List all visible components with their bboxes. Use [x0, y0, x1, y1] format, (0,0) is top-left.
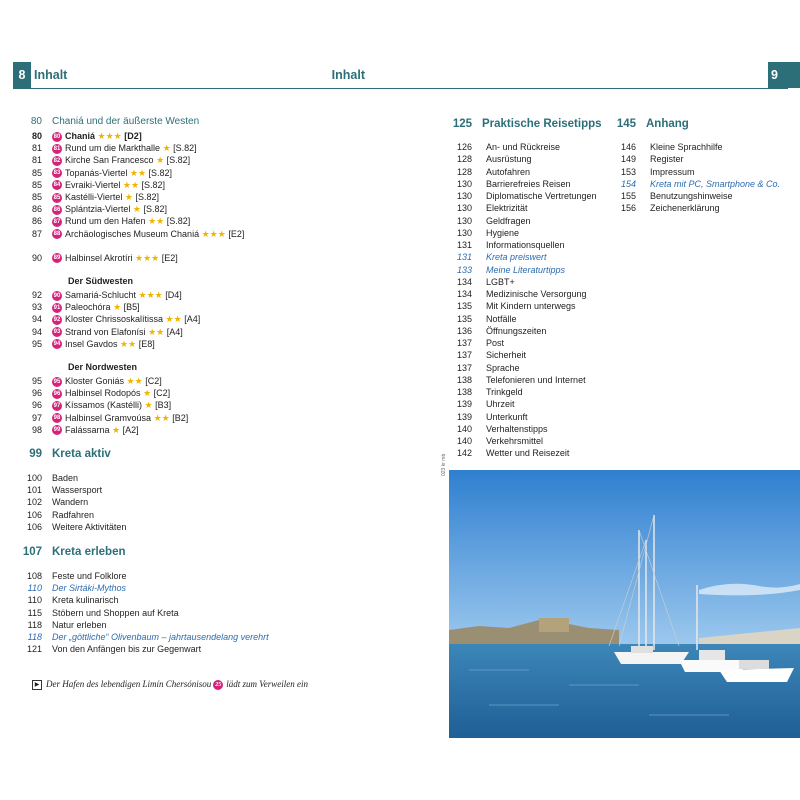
toc-page-number: 130 — [456, 191, 472, 201]
toc-entry-text — [486, 227, 519, 239]
toc-entry-title: Zeichenerklärung — [650, 203, 720, 214]
toc-entry-title: Weitere Aktivitäten — [52, 521, 127, 532]
toc-entry-title: Diplomatische Vertretungen — [486, 191, 597, 201]
toc-entry-text — [52, 142, 197, 154]
toc-entry-text — [52, 631, 269, 643]
left-header-rule — [13, 88, 400, 89]
toc-page-number: 81 — [31, 143, 42, 154]
toc-entry-text — [52, 289, 182, 301]
sight-number-badge: 84 — [53, 182, 61, 189]
toc-entry-title: Paleochóra — [65, 302, 111, 313]
toc-page-number: 134 — [456, 276, 472, 287]
toc-entry-title: Samariá-Schlucht — [65, 290, 137, 300]
toc-page-number: 101 — [26, 485, 42, 496]
toc-entry-text — [52, 399, 171, 411]
toc-entry-text — [52, 313, 200, 325]
toc-entry-title: Autofahren — [486, 166, 531, 177]
toc-entry-text — [486, 325, 546, 337]
toc-page-number: 135 — [456, 301, 472, 312]
sight-number-badge: 88 — [53, 231, 61, 238]
toc-page-number: 133 — [456, 264, 472, 275]
toc-entry-title: Kleine Sprachhilfe — [650, 142, 723, 152]
toc-entry-text — [486, 386, 523, 398]
toc-page-number: 86 — [31, 204, 42, 215]
sight-number-badge: 85 — [53, 194, 61, 201]
toc-entry-text — [486, 166, 530, 178]
toc-entry-title: Kreta preiswert — [486, 252, 547, 263]
sight-number-badge: 98 — [53, 415, 61, 422]
toc-entry-title: Topanás-Viertel — [65, 167, 128, 178]
toc-entry-text — [52, 179, 165, 191]
toc-entry-text — [486, 202, 528, 214]
toc-page-number: 154 — [620, 178, 636, 189]
toc-entry-text — [52, 424, 139, 436]
toc-entry-text — [650, 153, 684, 165]
sight-number-badge: 99 — [53, 427, 61, 434]
toc-page-number: 136 — [456, 325, 472, 336]
toc-page-number: 138 — [456, 374, 472, 385]
toc-page-number: 128 — [456, 166, 472, 177]
toc-entry-title: Informationsquellen — [486, 240, 565, 250]
toc-entry-text — [486, 374, 586, 386]
toc-entry-text — [650, 141, 723, 153]
toc-entry-title: Benutzungshinweise — [650, 191, 733, 201]
toc-entry-text — [486, 423, 548, 435]
toc-page-number: 155 — [620, 191, 636, 201]
toc-page-number: 106 — [26, 509, 42, 520]
toc-entry-text — [486, 153, 532, 165]
toc-page-number: 137 — [456, 338, 472, 348]
toc-entry-text — [52, 521, 126, 533]
toc-page-number: 130 — [456, 203, 472, 214]
toc-page-number: 134 — [456, 289, 472, 299]
toc-page-number: 115 — [27, 607, 42, 618]
toc-entry-title: Baden — [52, 473, 79, 483]
toc-page-number: 121 — [26, 644, 42, 655]
sight-number-badge: 90 — [53, 292, 61, 299]
sight-number-badge: 83 — [53, 170, 61, 177]
toc-entry-title: Chaniá — [65, 131, 96, 141]
toc-entry-text — [52, 338, 155, 350]
toc-entry-title: Post — [486, 338, 505, 348]
caption-text-1: Der Hafen des lebendigen Limín Chersónisou — [46, 679, 212, 689]
toc-entry-text — [486, 411, 528, 423]
toc-page-number: 94 — [31, 326, 42, 337]
toc-entry-title: Kreta kulinarisch — [52, 595, 119, 606]
toc-entry-text — [52, 203, 167, 215]
toc-page-number: 110 — [27, 583, 42, 594]
toc-entry-title: LGBT+ — [486, 276, 515, 287]
toc-entry-text — [52, 607, 179, 619]
toc-entry-text — [486, 276, 515, 288]
harbor-photo — [449, 470, 800, 738]
sight-number-badge: 95 — [53, 378, 61, 385]
toc-entry-title: Rund um den Hafen — [65, 216, 146, 227]
toc-entry-title: Von den Anfängen bis zur Gegenwart — [52, 644, 202, 655]
toc-entry-text — [650, 178, 780, 190]
rating-stars: ★★ — [122, 179, 140, 190]
section-aktiv-title: Kreta aktiv — [52, 448, 111, 460]
toc-entry-text — [52, 228, 244, 240]
toc-page-number: 140 — [456, 423, 472, 434]
toc-entry-text — [486, 447, 569, 459]
toc-entry-title: Uhrzeit — [486, 399, 515, 410]
sight-number-badge: 87 — [53, 219, 61, 226]
toc-entry-text — [52, 326, 183, 338]
toc-entry-text — [52, 496, 88, 508]
toc-entry-text — [486, 300, 576, 312]
toc-entry-text — [486, 190, 597, 202]
toc-entry-text — [52, 594, 119, 606]
rating-stars: ★★ — [126, 376, 143, 386]
caption-badge: 25 — [215, 681, 222, 688]
map-reference: [E2] — [161, 252, 178, 263]
toc-entry-text — [486, 251, 547, 263]
toc-entry-title: Evraiki-Viertel — [65, 179, 121, 190]
toc-entry-text — [650, 190, 733, 202]
subsection-southwest: Der Südwesten — [68, 276, 134, 286]
rating-stars: ★★ — [148, 216, 165, 227]
toc-entry-title: Medizinische Versorgung — [486, 289, 587, 299]
toc-page-number: 130 — [456, 215, 472, 226]
sight-number-badge: 82 — [53, 158, 61, 165]
toc-entry-title: Natur erleben — [52, 619, 107, 630]
toc-page-number: 81 — [31, 155, 42, 166]
caption-arrow-icon: ▶ — [32, 680, 42, 690]
toc-page-number: 110 — [27, 595, 42, 606]
toc-page-number: 138 — [456, 387, 472, 397]
toc-page-number: 85 — [31, 167, 42, 178]
toc-entry-text — [486, 141, 560, 153]
toc-entry-title: Archäologisches Museum Chaniá — [65, 228, 200, 239]
toc-page-number: 130 — [456, 227, 472, 238]
toc-page-number: 142 — [456, 448, 472, 459]
sight-number-badge: 89 — [53, 255, 61, 262]
toc-entry-title: Verkehrsmittel — [486, 436, 544, 446]
toc-entry-title: Geldfragen — [486, 215, 531, 226]
toc-entry-title: Sprache — [486, 362, 520, 373]
rating-stars: ★ — [143, 388, 152, 399]
section-aktiv-page: 99 — [29, 448, 42, 460]
map-reference: [D4] — [165, 290, 182, 300]
toc-page-number: 131 — [456, 240, 472, 250]
toc-page-number: 86 — [31, 216, 42, 227]
toc-entry-title: Meine Literaturtipps — [486, 264, 566, 275]
toc-entry-title: Kreta mit PC, Smartphone & Co. — [650, 178, 781, 189]
toc-entry-title: Falássarna — [65, 424, 110, 435]
toc-entry-title: Öffnungszeiten — [486, 325, 547, 336]
rating-stars: ★★ — [148, 326, 165, 337]
photo-caption — [32, 679, 308, 690]
toc-page-number: 100 — [26, 473, 42, 483]
toc-entry-title: Wassersport — [52, 485, 103, 496]
toc-entry-title: Barrierefreies Reisen — [486, 178, 571, 189]
toc-page-number: 94 — [31, 314, 42, 325]
toc-entry-text — [52, 570, 127, 582]
toc-page-number: 95 — [31, 376, 42, 386]
sight-number-badge: 80 — [53, 133, 61, 140]
section-reisetipps-title: Praktische Reisetipps — [482, 118, 602, 130]
toc-entry-text — [52, 252, 178, 264]
toc-entry-text — [52, 301, 140, 313]
subsection-northwest: Der Nordwesten — [68, 362, 138, 372]
toc-page-number: 137 — [456, 350, 472, 361]
sight-number-badge: 91 — [53, 304, 61, 311]
toc-page-number: 102 — [26, 497, 42, 508]
rating-stars: ★★ — [153, 412, 170, 423]
toc-entry-text — [486, 288, 587, 300]
sight-number-badge: 93 — [53, 329, 61, 336]
toc-page-number: 118 — [27, 632, 42, 642]
toc-page-number: 95 — [31, 338, 42, 349]
section-erleben-page: 107 — [22, 546, 42, 558]
toc-entry-title: Der „göttliche“ Olivenbaum – jahrtausendelang verehrt — [52, 632, 269, 642]
toc-page-number: 85 — [31, 192, 42, 202]
toc-entry-text — [52, 154, 190, 166]
toc-page-number: 93 — [31, 302, 42, 313]
left-page-number: 8 — [13, 62, 31, 88]
toc-page-number: 80 — [31, 131, 42, 141]
toc-entry-title: Hygiene — [486, 227, 520, 238]
toc-page-number: 153 — [620, 166, 636, 177]
map-reference: [A4] — [166, 326, 183, 337]
toc-entry-title: Wandern — [52, 497, 89, 508]
toc-page-number: 90 — [31, 252, 42, 263]
toc-page-number: 98 — [31, 424, 42, 435]
sight-number-badge: 97 — [53, 403, 61, 410]
toc-entry-title: Trinkgeld — [486, 387, 523, 397]
toc-entry-title: Der Sirtáki-Mythos — [52, 583, 127, 594]
toc-entry-text — [486, 239, 565, 251]
toc-entry-title: Stöbern und Shoppen auf Kreta — [52, 607, 179, 618]
toc-page-number: 97 — [31, 412, 42, 423]
map-reference: [E2] — [228, 228, 245, 239]
toc-entry-text — [52, 215, 190, 227]
toc-entry-title: Notfälle — [486, 313, 517, 324]
toc-entry-title: Telefonieren und Internet — [486, 374, 586, 385]
toc-page-number: 130 — [456, 178, 472, 189]
toc-entry-title: Sicherheit — [486, 350, 527, 361]
toc-entry-text — [52, 582, 126, 594]
section-reisetipps-page: 125 — [452, 118, 472, 130]
map-reference: [C2] — [145, 376, 162, 386]
rating-stars: ★ — [132, 204, 141, 215]
toc-entry-title: Verhaltenstipps — [486, 423, 548, 434]
rating-stars: ★ — [112, 424, 121, 435]
toc-entry-title: Elektrizität — [486, 203, 528, 214]
map-reference: [C2] — [153, 388, 171, 399]
toc-page-number: 87 — [31, 228, 42, 239]
right-header-title: Inhalt — [331, 68, 365, 82]
toc-entry-text — [52, 643, 201, 655]
toc-entry-title: Halbinsel Rodopós — [65, 388, 141, 399]
toc-entry-text — [486, 349, 526, 361]
rating-stars: ★★★ — [201, 228, 226, 239]
toc-entry-text — [486, 264, 565, 276]
rating-stars: ★ — [162, 143, 171, 154]
sight-number-badge: 96 — [53, 390, 61, 397]
rating-stars: ★★ — [129, 167, 147, 178]
toc-page-number: 96 — [31, 388, 42, 399]
right-header-rule — [400, 88, 788, 89]
section-anhang-page: 145 — [616, 118, 636, 130]
toc-page-number: 149 — [620, 154, 636, 165]
sight-number-badge: 92 — [53, 317, 61, 324]
section-erleben-title: Kreta erleben — [52, 546, 126, 558]
map-reference: [B3] — [155, 400, 172, 411]
toc-page-number: 156 — [620, 203, 636, 214]
sight-number-badge: 81 — [53, 145, 61, 152]
toc-page-number: 128 — [456, 154, 472, 165]
toc-entry-title: Unterkunft — [486, 411, 528, 422]
map-reference: [D2] — [124, 131, 142, 141]
rating-stars: ★ — [124, 192, 133, 202]
map-reference: [S.82] — [166, 216, 191, 227]
toc-page-number: 137 — [456, 362, 472, 373]
toc-entry-title: Splántzia-Viertel — [65, 204, 131, 215]
toc-entry-text — [486, 178, 571, 190]
rating-stars: ★★ — [120, 338, 137, 349]
toc-entry-text — [650, 202, 720, 214]
toc-entry-title: Kloster Goniás — [65, 376, 125, 386]
map-reference: [B5] — [123, 302, 140, 313]
toc-page-number: 92 — [31, 290, 42, 300]
toc-page-number: 140 — [456, 436, 472, 446]
photo-credit: 023 kr mb — [441, 453, 447, 476]
map-reference: [S.82] — [166, 155, 191, 166]
toc-page-number: 135 — [456, 313, 472, 324]
map-reference: [A2] — [122, 424, 139, 435]
toc-page-number: 96 — [31, 400, 42, 411]
toc-page-number: 139 — [456, 399, 472, 410]
toc-page-number: 131 — [456, 252, 472, 263]
toc-page-number: 146 — [620, 142, 636, 152]
toc-entry-title: Kirche San Francesco — [65, 155, 154, 166]
toc-entry-title: Halbinsel Gramvoúsa — [65, 412, 152, 423]
map-reference: [S.82] — [173, 143, 197, 154]
map-reference: [S.82] — [135, 192, 159, 202]
rating-stars: ★★★ — [135, 252, 160, 263]
toc-entry-title: Kíssamos (Kastélli) — [65, 400, 143, 411]
toc-entry-title: Radfahren — [52, 509, 95, 520]
toc-entry-title: Rund um die Markthalle — [65, 143, 161, 154]
toc-entry-title: Register — [650, 154, 684, 165]
map-reference: [A4] — [184, 314, 201, 325]
toc-entry-text — [52, 130, 142, 142]
toc-page-number: 106 — [26, 521, 42, 532]
toc-entry-text — [52, 484, 102, 496]
toc-entry-text — [486, 337, 504, 349]
toc-entry-title: Impressum — [650, 166, 695, 177]
rating-stars: ★★ — [165, 314, 182, 325]
toc-entry-text — [52, 472, 78, 484]
map-reference: [E8] — [138, 338, 155, 349]
section-west-page: 80 — [30, 116, 42, 127]
toc-entry-text — [486, 215, 531, 227]
toc-entry-text — [52, 191, 159, 203]
toc-page-number: 108 — [26, 571, 42, 581]
toc-entry-text — [52, 387, 170, 399]
toc-entry-title: Insel Gavdos — [65, 338, 118, 349]
toc-entry-text — [486, 362, 520, 374]
rating-stars: ★★★ — [138, 290, 163, 300]
toc-page-number: 139 — [456, 411, 472, 422]
map-reference: [S.82] — [148, 167, 173, 178]
section-anhang-title: Anhang — [646, 118, 689, 130]
rating-stars: ★★★ — [97, 131, 122, 141]
toc-entry-title: Kloster Chrissoskalítissa — [65, 314, 164, 325]
toc-entry-text — [486, 313, 517, 325]
toc-entry-title: Kastélli-Viertel — [65, 192, 123, 202]
map-reference: [B2] — [172, 412, 189, 423]
toc-entry-title: Wetter und Reisezeit — [486, 448, 570, 459]
toc-page-number: 126 — [456, 142, 472, 152]
rating-stars: ★ — [113, 302, 122, 313]
caption-text-2: lädt zum Verweilen ein — [226, 679, 308, 689]
toc-entry-text — [52, 509, 94, 521]
toc-entry-text — [52, 375, 162, 387]
toc-entry-text — [486, 435, 543, 447]
rating-stars: ★ — [156, 155, 165, 166]
toc-entry-title: Feste und Folklore — [52, 571, 127, 581]
toc-entry-text — [650, 166, 695, 178]
toc-entry-text — [52, 412, 188, 424]
toc-entry-text — [52, 167, 172, 179]
sight-number-badge: 86 — [53, 206, 61, 213]
toc-entry-text — [52, 619, 107, 631]
toc-entry-title: Mit Kindern unterwegs — [486, 301, 576, 312]
left-header-title: Inhalt — [34, 68, 68, 82]
section-west-title: Chaniá und der äußerste Westen — [52, 116, 200, 127]
harbor-illustration — [449, 470, 800, 738]
toc-page-number: 118 — [27, 619, 42, 630]
toc-entry-title: Strand von Elafonísi — [65, 326, 146, 337]
sight-number-badge: 94 — [53, 341, 61, 348]
toc-entry-title: Ausrüstung — [486, 154, 532, 165]
toc-entry-title: Halbinsel Akrotíri — [65, 252, 133, 263]
toc-page-number: 85 — [31, 179, 42, 190]
toc-entry-text — [486, 398, 515, 410]
right-page-number: 9 — [768, 62, 800, 88]
rating-stars: ★ — [144, 400, 153, 411]
map-reference: [S.82] — [143, 204, 167, 215]
map-reference: [S.82] — [141, 179, 166, 190]
toc-entry-title: An- und Rückreise — [486, 142, 561, 152]
